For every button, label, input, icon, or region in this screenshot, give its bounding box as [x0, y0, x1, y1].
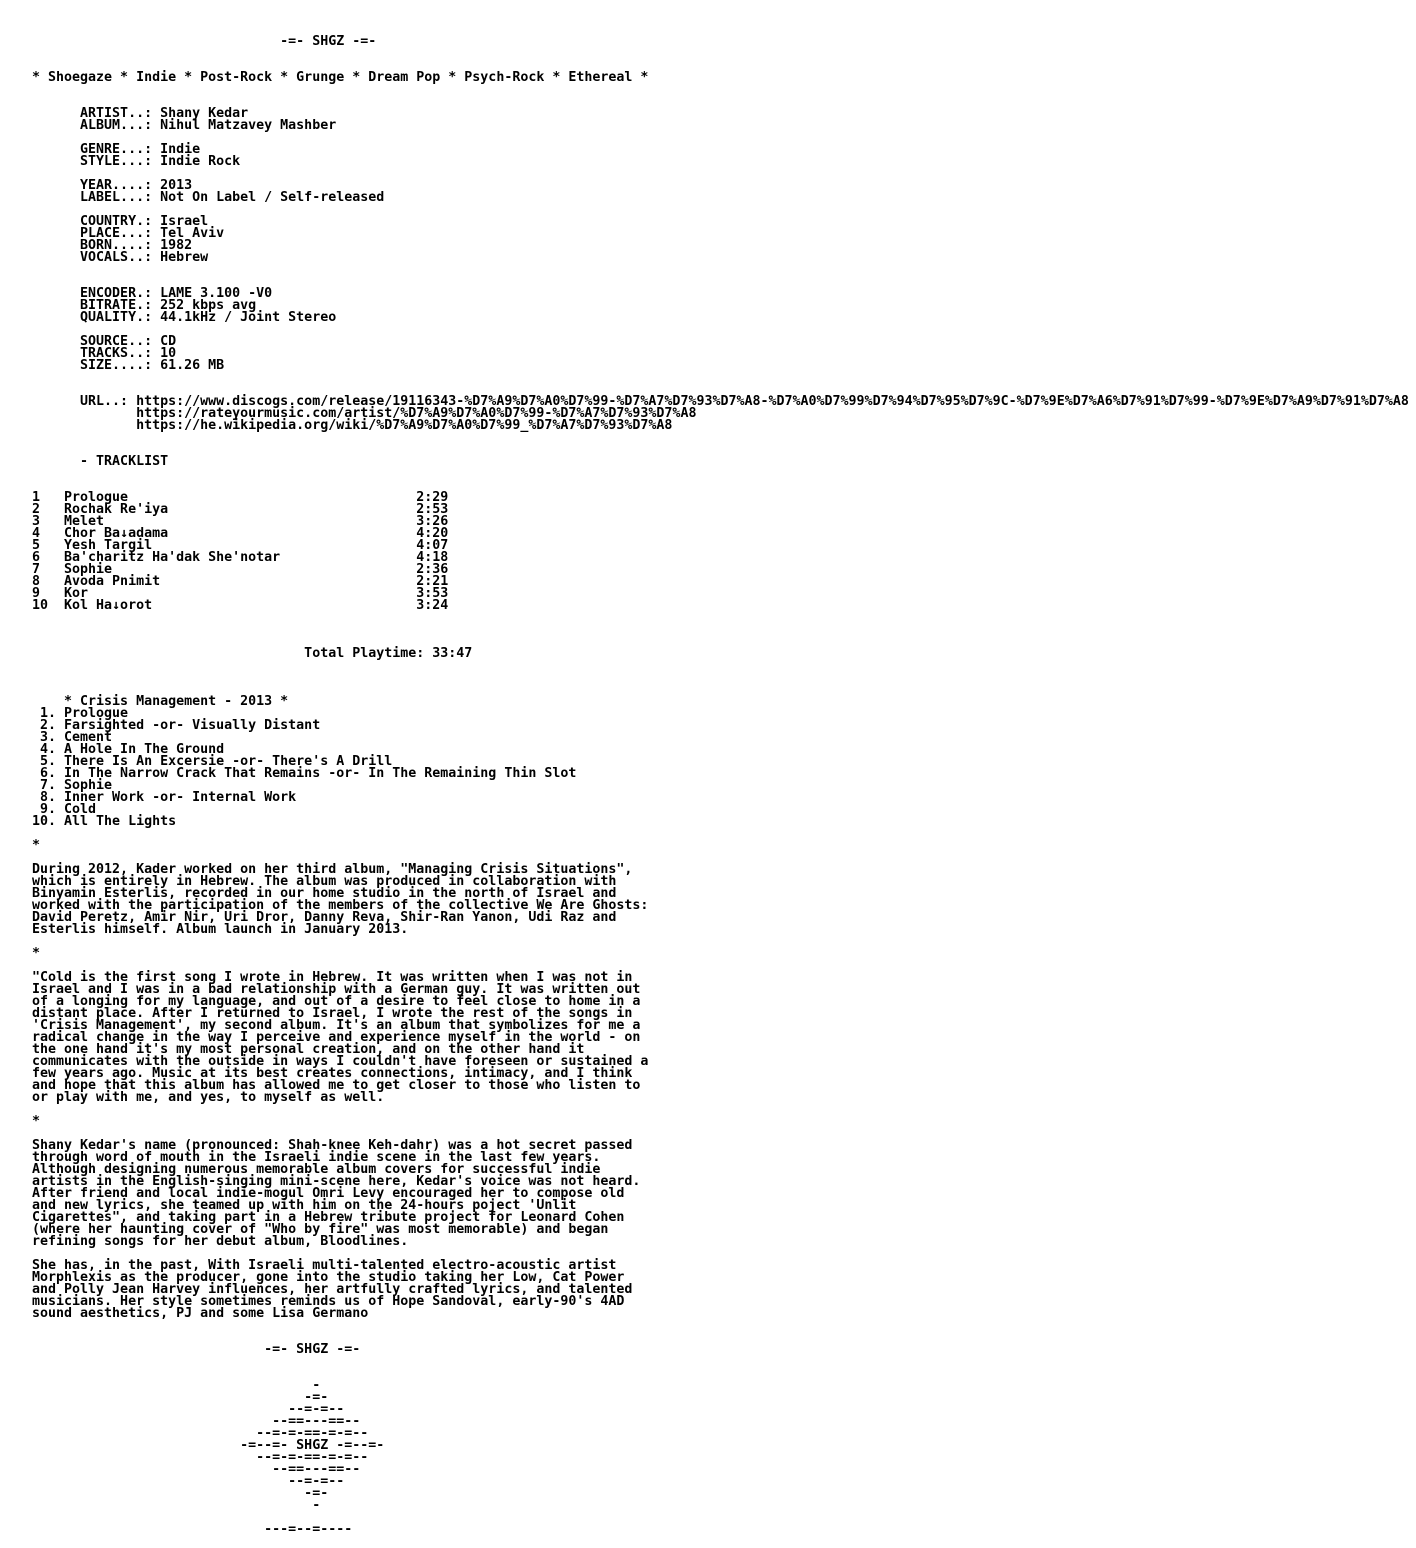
nfo-line: and new lyrics, she teamed up with him on the 24-hours poject 'Unlit	[32, 1198, 577, 1213]
nfo-line: --=-=-==-=-=--	[32, 1450, 369, 1465]
nfo-line: Morphlexis as the producer, gone into the studio taking her Low, Cat Power	[32, 1270, 625, 1285]
nfo-line: the one hand it's my most personal creation, and on the other hand it	[32, 1042, 585, 1057]
nfo-line	[32, 1356, 1409, 1368]
nfo-line	[32, 264, 1409, 276]
nfo-line: 2 Rochak Re'iya 2:53	[32, 502, 449, 517]
nfo-line: GENRE...: Indie	[32, 142, 201, 157]
nfo-line: *	[32, 946, 41, 961]
nfo-line: -	[32, 1378, 321, 1393]
nfo-line: 9. Cold	[32, 802, 97, 817]
nfo-line	[32, 612, 1409, 624]
nfo-line: 7 Sophie 2:36	[32, 562, 449, 577]
nfo-line	[32, 48, 1409, 60]
nfo-line: 8. Inner Work -or- Internal Work	[32, 790, 297, 805]
nfo-line: QUALITY.: 44.1kHz / Joint Stereo	[32, 310, 337, 325]
nfo-line	[32, 1104, 1409, 1116]
nfo-line: worked with the participation of the members of the collective We Are Ghosts:	[32, 898, 649, 913]
nfo-line: Binyamin Esterlis, recorded in our home studio in the north of Israel and	[32, 886, 617, 901]
nfo-line	[32, 168, 1409, 180]
nfo-line: ---=--=----	[32, 1522, 353, 1537]
nfo-line: 1. Prologue	[32, 706, 129, 721]
nfo-document	[32, 36, 1409, 1536]
nfo-line: radical change in the way I perceive and experience myself in the world - on	[32, 1030, 641, 1045]
nfo-line	[32, 444, 1409, 456]
nfo-line	[32, 372, 1409, 384]
nfo-line: -	[32, 1498, 321, 1513]
nfo-line: 10. All The Lights	[32, 814, 177, 829]
nfo-line: -=-	[32, 1486, 329, 1501]
nfo-line	[32, 660, 1409, 672]
nfo-line: --==---==--	[32, 1462, 361, 1477]
nfo-line: *	[32, 838, 41, 853]
nfo-line	[32, 132, 1409, 144]
nfo-line: COUNTRY.: Israel	[32, 214, 209, 229]
nfo-line: 'Crisis Management', my second album. It's an album that symbolizes for me a	[32, 1018, 641, 1033]
nfo-line: --=-=-==-=-=--	[32, 1426, 369, 1441]
nfo-line: Esterlis himself. Album launch in January 2013.	[32, 922, 409, 937]
nfo-line: -=- SHGZ -=-	[32, 34, 377, 49]
nfo-line: Shany Kedar's name (pronounced: Shah-knee Keh-dahr) was a hot secret passed	[32, 1138, 633, 1153]
nfo-line: * Shoegaze * Indie * Post-Rock * Grunge * Dream Pop * Psych-Rock * Ethereal *	[32, 70, 649, 85]
nfo-line: 9 Kor 3:53	[32, 586, 449, 601]
nfo-line: 6. In The Narrow Crack That Remains -or- In The Remaining Thin Slot	[32, 766, 577, 781]
nfo-line	[32, 672, 1409, 684]
nfo-line	[32, 204, 1409, 216]
nfo-line: -=-	[32, 1390, 329, 1405]
nfo-line: few years ago. Music at its best creates connections, intimacy, and I think	[32, 1066, 633, 1081]
nfo-line: BITRATE.: 252 kbps avg	[32, 298, 257, 313]
nfo-line: VOCALS..: Hebrew	[32, 250, 209, 265]
nfo-line: distant place. After I returned to Israel, I wrote the rest of the songs in	[32, 1006, 633, 1021]
nfo-line: --==---==--	[32, 1414, 361, 1429]
nfo-line: - TRACKLIST	[32, 454, 169, 469]
nfo-line: SIZE....: 61.26 MB	[32, 358, 225, 373]
nfo-line: of a longing for my language, and out of a desire to feel close to home in a	[32, 994, 641, 1009]
nfo-line: through word of mouth in the Israeli indie scene in the last few years.	[32, 1150, 601, 1165]
nfo-line: refining songs for her debut album, Bloodlines.	[32, 1234, 409, 1249]
nfo-line: SOURCE..: CD	[32, 334, 177, 349]
nfo-line: "Cold is the first song I wrote in Hebrew. It was written when I was not in	[32, 970, 633, 985]
nfo-line: Total Playtime: 33:47	[32, 646, 473, 661]
nfo-line: She has, in the past, With Israeli multi-talented electro-acoustic artist	[32, 1258, 617, 1273]
nfo-line: --=-=--	[32, 1474, 345, 1489]
nfo-line: 5 Yesh Targil 4:07	[32, 538, 449, 553]
nfo-line: 6 Ba'charitz Ha'dak She'notar 4:18	[32, 550, 449, 565]
nfo-line: Israel and I was in a bad relationship with a German guy. It was written out	[32, 982, 641, 997]
nfo-line: Although designing numerous memorable album covers for successful indie	[32, 1162, 601, 1177]
nfo-line: https://rateyourmusic.com/artist/%D7%A9%D7%A0%D7%99-%D7%A7%D7%93%D7%A8	[32, 406, 697, 421]
nfo-line: artists in the English-singing mini-scene here, Kedar's voice was not heard.	[32, 1174, 641, 1189]
nfo-line	[32, 936, 1409, 948]
nfo-line: 7. Sophie	[32, 778, 113, 793]
nfo-line: or play with me, and yes, to myself as well.	[32, 1090, 385, 1105]
nfo-line: After friend and local indie-mogul Omri Levy encouraged her to compose old	[32, 1186, 625, 1201]
nfo-line: LABEL...: Not On Label / Self-released	[32, 190, 385, 205]
nfo-line	[32, 432, 1409, 444]
nfo-line: 3. Cement	[32, 730, 113, 745]
nfo-line: David Peretz, Amir Nir, Uri Dror, Danny Reva, Shir-Ran Yanon, Udi Raz and	[32, 910, 617, 925]
nfo-line	[32, 828, 1409, 840]
nfo-line: 4 Chor Ba↓adama 4:20	[32, 526, 449, 541]
nfo-line: which is entirely in Hebrew. The album was produced in collaboration with	[32, 874, 617, 889]
nfo-line: 1 Prologue 2:29	[32, 490, 449, 505]
nfo-line: and hope that this album has allowed me to get closer to those who listen to	[32, 1078, 641, 1093]
nfo-line: 10 Kol Ha↓orot 3:24	[32, 598, 449, 613]
nfo-line: https://he.wikipedia.org/wiki/%D7%A9%D7%A0%D7%99_%D7%A7%D7%93%D7%A8	[32, 418, 673, 433]
nfo-line: communicates with the outside in ways I couldn't have foreseen or sustained a	[32, 1054, 649, 1069]
nfo-line: During 2012, Kader worked on her third album, "Managing Crisis Situations",	[32, 862, 633, 877]
nfo-line: 8 Avoda Pnimit 2:21	[32, 574, 449, 589]
nfo-line: BORN....: 1982	[32, 238, 193, 253]
nfo-line: 3 Melet 3:26	[32, 514, 449, 529]
nfo-line: TRACKS..: 10	[32, 346, 177, 361]
nfo-line: sound aesthetics, PJ and some Lisa Germano	[32, 1306, 369, 1321]
nfo-line: ENCODER.: LAME 3.100 -V0	[32, 286, 273, 301]
nfo-line: ALBUM...: Nihul Matzavey Mashber	[32, 118, 337, 133]
nfo-line	[32, 1320, 1409, 1332]
nfo-line	[32, 84, 1409, 96]
nfo-line: *	[32, 1114, 41, 1129]
nfo-line: YEAR....: 2013	[32, 178, 193, 193]
nfo-line: (where her haunting cover of "Who by fire" was most memorable) and began	[32, 1222, 609, 1237]
nfo-line: -=--=- SHGZ -=--=-	[32, 1438, 385, 1453]
nfo-line: musicians. Her style sometimes reminds us of Hope Sandoval, early-90's 4AD	[32, 1294, 625, 1309]
nfo-line: 2. Farsighted -or- Visually Distant	[32, 718, 321, 733]
nfo-line: and Polly Jean Harvey influences, her artfully crafted lyrics, and talented	[32, 1282, 633, 1297]
nfo-line: * Crisis Management - 2013 *	[32, 694, 289, 709]
nfo-line: Cigarettes", and taking part in a Hebrew tribute project for Leonard Cohen	[32, 1210, 625, 1225]
nfo-line	[32, 324, 1409, 336]
nfo-line: 5. There Is An Excersie -or- There's A Drill	[32, 754, 393, 769]
nfo-line: -=- SHGZ -=-	[32, 1342, 361, 1357]
nfo-line: PLACE...: Tel Aviv	[32, 226, 225, 241]
nfo-line	[32, 468, 1409, 480]
nfo-line: ARTIST..: Shany Kedar	[32, 106, 249, 121]
nfo-line: STYLE...: Indie Rock	[32, 154, 241, 169]
nfo-line: --=-=--	[32, 1402, 345, 1417]
nfo-line	[32, 624, 1409, 636]
nfo-line: 4. A Hole In The Ground	[32, 742, 225, 757]
nfo-line: URL..: https://www.discogs.com/release/19116343-%D7%A9%D7%A0%D7%99-%D7%A7%D7%93%D7%A8-%D7%A0%D7%99%D7%94%D7%95%D7%9C-%D7%9E%D7%A6%D7%91%D7%99-%D7%9E%D7%A9%D7%91%D7%A8	[32, 394, 1409, 409]
